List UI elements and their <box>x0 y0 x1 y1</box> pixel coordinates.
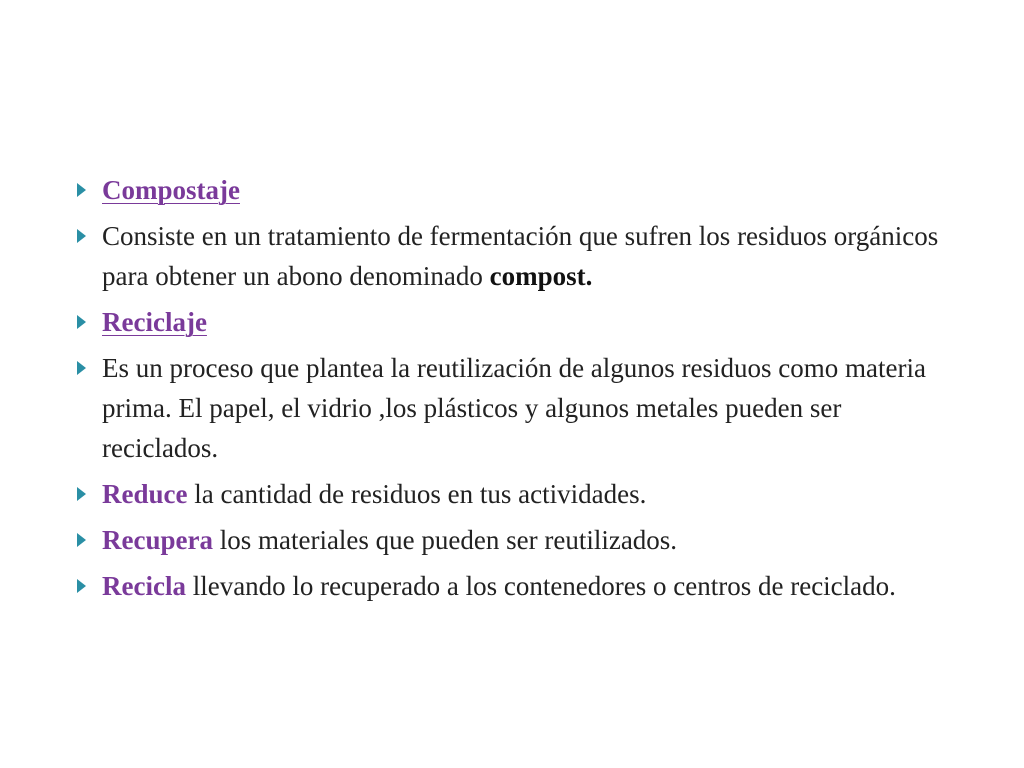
compostaje-link[interactable]: Compostaje <box>102 175 240 205</box>
bullet-item-reciclaje-definition <box>74 348 954 468</box>
bullet-item-reduce <box>74 474 954 514</box>
reduce-text: la cantidad de residuos en tus actividades. <box>187 479 647 509</box>
reduce-keyword: Reduce <box>102 479 188 509</box>
bullet-arrow-icon <box>77 487 86 501</box>
recupera-text: los materiales que pueden ser reutilizados. <box>212 525 678 555</box>
bullet-arrow-icon <box>77 361 86 375</box>
recupera-keyword: Recupera <box>102 525 213 555</box>
recicla-keyword: Recicla <box>102 571 186 601</box>
bullet-item-recicla <box>74 566 954 606</box>
bullet-item-reciclaje <box>74 302 954 342</box>
bullet-arrow-icon <box>77 315 86 329</box>
bullet-arrow-icon <box>77 183 86 197</box>
compost-term: compost. <box>489 261 593 291</box>
recicla-text: llevando lo recuperado a los contenedores o centros de reciclado. <box>185 571 896 601</box>
bullet-item-compostaje-definition <box>74 216 954 296</box>
bullet-arrow-icon <box>77 229 86 243</box>
reciclaje-link[interactable]: Reciclaje <box>102 307 207 337</box>
bullet-item-recupera <box>74 520 954 560</box>
bullet-item-compostaje <box>74 170 954 210</box>
compostaje-definition-text: Consiste en un tratamiento de fermentación que sufren los residuos orgánicos para obtener un abono denominado <box>102 221 939 291</box>
bullet-list <box>74 170 954 612</box>
bullet-arrow-icon <box>77 579 86 593</box>
reciclaje-definition-text: Es un proceso que plantea la reutilización de algunos residuos como materia prima. El papel, el vidrio ,los plásticos y algunos metales pueden ser reciclados. <box>102 353 926 463</box>
bullet-arrow-icon <box>77 533 86 547</box>
